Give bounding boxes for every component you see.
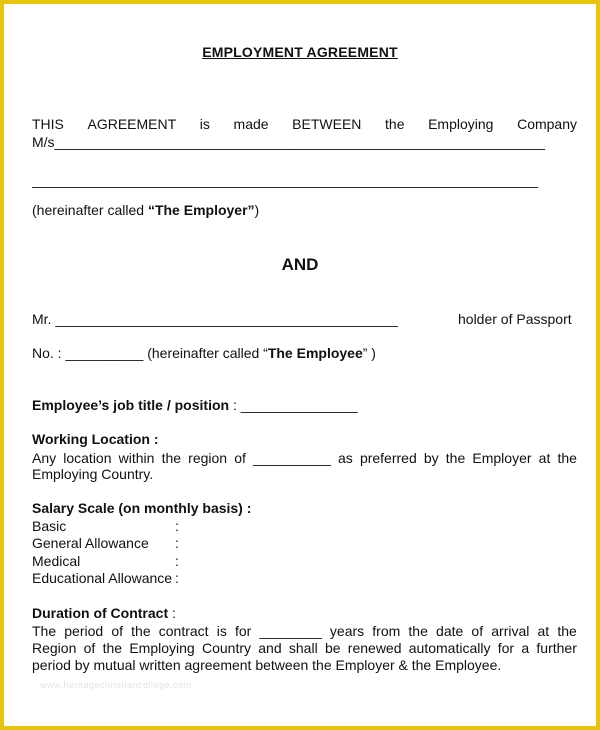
duration-word: for [234,623,252,639]
duration-line-3: period by mutual written agreement between the Employer & the Employee. [32,657,502,673]
intro-word: AGREEMENT [87,116,177,132]
duration-word: automatically [408,640,491,656]
duration-word: the [557,623,577,639]
location-word: Employer [472,450,532,466]
duration-word: of [471,623,484,639]
working-location-line-1 [32,450,577,467]
watermark-text: www.heritagechristiancollege.com [40,680,192,690]
location-word: within [118,450,155,466]
duration-word: the [131,623,151,639]
intro-word: the [385,116,405,132]
duration-word: of [83,640,96,656]
job-title-line [32,397,358,414]
location-word: Any [32,450,57,466]
intro-word: is [199,116,210,132]
duration-word: further [536,640,577,656]
duration-word: Employing [129,640,195,656]
salary-row [32,553,232,570]
salary-item-colon: : [175,535,179,551]
duration-word: years [329,623,365,639]
location-word: the [557,450,577,466]
duration-word: at [537,623,550,639]
duration-word: date [436,623,464,639]
and-heading: AND [281,255,319,274]
salary-item-label: General Allowance [32,535,149,551]
location-word: __________ [253,450,331,466]
location-word: location [63,450,112,466]
duration-word: Country [201,640,251,656]
employer-prefix: (hereinafter called [32,202,148,218]
duration-heading-line [32,605,176,622]
salary-item-colon: : [175,553,179,569]
passport-label: holder of Passport [458,311,572,327]
employer-name: “The Employer” [147,202,255,218]
location-word: the [161,450,182,466]
job-title-label: Employee’s job title / position [32,397,230,413]
location-word: as [338,450,353,466]
salary-item-label: Medical [32,553,81,569]
location-word: at [538,450,551,466]
duration-word: ________ [259,623,322,639]
duration-word: arrival [491,623,530,639]
intro-word: BETWEEN [292,116,362,132]
salary-scale-heading: Salary Scale (on monthly basis) : [32,500,252,516]
employee-name-blank: Mr. ____________________________________________ [32,311,398,327]
duration-word: Region [32,640,77,656]
salary-item-label: Educational Allowance [32,570,173,586]
working-location-line-2: Employing Country. [32,466,154,482]
duration-word: period [64,623,104,639]
salary-item-label: Basic [32,518,67,534]
employee-designation [32,345,376,362]
employee-suffix: ” ) [362,345,376,361]
duration-word: of [111,623,124,639]
location-word: preferred [359,450,417,466]
duration-word: the [102,640,123,656]
salary-item-colon: : [175,570,179,586]
salary-item-colon: : [175,518,179,534]
location-word: the [445,450,466,466]
location-word: of [234,450,246,466]
intro-word: THIS [32,116,64,132]
salary-row [32,518,232,535]
duration-word: from [372,623,401,639]
duration-word: shall [288,640,318,656]
duration-line-2 [32,640,577,657]
duration-word: for [497,640,515,656]
salary-row [32,535,232,552]
intro-first-line [32,116,577,133]
duration-word: contract [158,623,209,639]
duration-word: and [258,640,282,656]
employer-suffix: ) [254,202,260,218]
duration-word: The [32,623,57,639]
company-name-blank: M/s_______________________________________________________________ [32,134,546,150]
salary-row [32,570,232,587]
duration-word: is [216,623,227,639]
intro-word: Company [517,116,577,132]
duration-word: be [324,640,341,656]
duration-heading-colon: : [168,605,176,621]
working-location-heading: Working Location : [32,431,159,447]
location-word: by [423,450,439,466]
duration-word: renewed [347,640,402,656]
employer-designation [32,202,259,219]
company-address-blank: _________________________________________________________________ [32,172,539,188]
duration-word: a [521,640,530,656]
location-word: region [188,450,228,466]
passport-number-blank: No. : __________ (hereinafter called “ [32,345,268,361]
employee-name: The Employee [267,345,363,361]
intro-word: Employing [428,116,494,132]
job-title-blank: : _______________ [229,397,358,413]
intro-word: made [233,116,269,132]
duration-word: the [408,623,428,639]
duration-line-1 [32,623,577,640]
document-title: EMPLOYMENT AGREEMENT [202,44,398,60]
duration-heading: Duration of Contract [32,605,169,621]
